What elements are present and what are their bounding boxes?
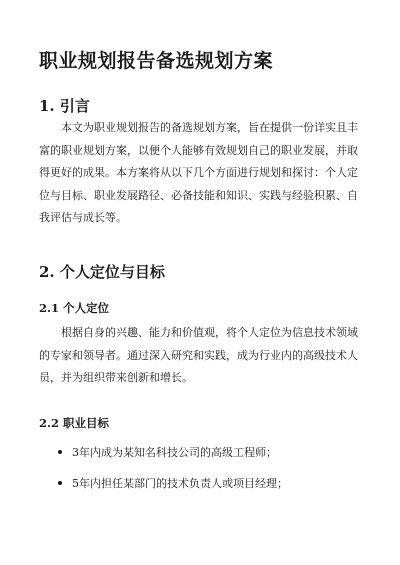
document-title: 职业规划报告备选规划方案 — [39, 50, 274, 72]
bullet-icon — [58, 450, 62, 454]
paragraph-line: 得更好的成果。本方案将从以下几个方面进行规划和探讨：个人定 — [39, 166, 358, 179]
section-2-heading: 2. 个人定位与目标 — [39, 263, 165, 281]
section-2-2-heading: 2.2 职业目标 — [39, 416, 110, 430]
paragraph-line: 位与目标、职业发展路径、必备技能和知识、实践与经验积累、自 — [39, 188, 358, 202]
section-1-paragraph — [39, 117, 361, 230]
list-item — [58, 475, 288, 491]
paragraph-line: 员，并为组织带来创新和增长。 — [39, 371, 193, 384]
section-1-heading: 1. 引言 — [39, 97, 90, 115]
section-2-1-heading: 2.1 个人定位 — [39, 301, 110, 315]
list-item-text: 5年内担任某部门的技术负责人或项目经理； — [72, 477, 288, 490]
bullet-icon — [58, 481, 62, 485]
paragraph-line: 根据自身的兴趣、能力和价值观，将个人定位为信息技术领域 — [61, 326, 358, 339]
section-2-1-paragraph — [39, 322, 361, 390]
paragraph-line: 我评估与成长等。 — [39, 211, 127, 224]
list-item — [58, 444, 277, 460]
list-item-text: 3年内成为某知名科技公司的高级工程师； — [72, 446, 277, 459]
paragraph-line: 富的职业规划方案，以便个人能够有效规划自己的职业发展，并取 — [39, 143, 358, 157]
paragraph-line: 的专家和领导者。通过深入研究和实践，成为行业内的高级技术人 — [39, 348, 358, 362]
paragraph-line: 本文为职业规划报告的备选规划方案，旨在提供一份详实且丰 — [61, 121, 358, 134]
